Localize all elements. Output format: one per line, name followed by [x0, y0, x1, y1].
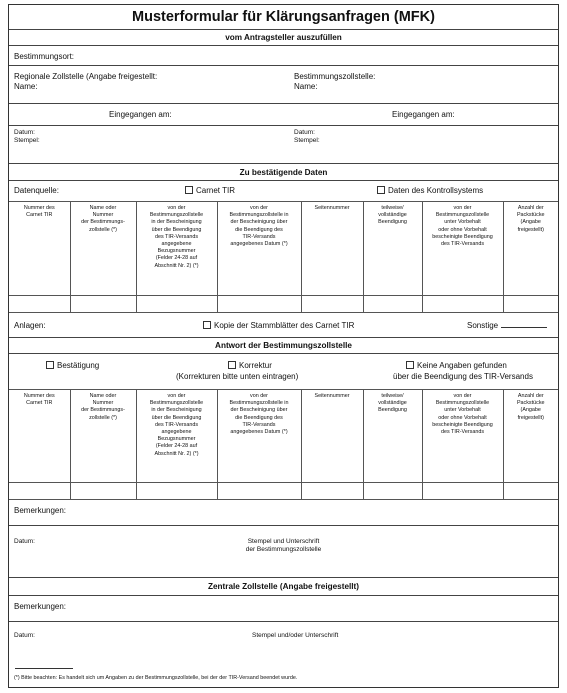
table-cell[interactable]: [301, 483, 363, 500]
col-reservation: von der Bestimmungszollstelle unter Vorbehalt oder ohne Vorbehalt bescheinigte Beendigung des TIR-Versands: [432, 393, 493, 435]
table-row[interactable]: [9, 483, 558, 500]
regional-office-label: Regionale Zollstelle (Angabe freigestellt:: [14, 72, 158, 81]
answer-header-text: Antwort der Bestimmungszollstelle: [215, 341, 352, 350]
stempel-left-label: Stempel:: [14, 137, 40, 144]
central-header-text: Zentrale Zollstelle (Angabe freigestellt): [207, 582, 360, 591]
sonstige-line: [501, 327, 547, 328]
kontrollsystem-option[interactable]: [377, 186, 483, 195]
footnote-text: (*) Bitte beachten: Es handelt sich um Angaben zu der Bestimmungszollstelle, bei der der TIR-Versand beendet wurde.: [14, 675, 298, 681]
kopie-option[interactable]: [203, 321, 354, 330]
col-header: [503, 202, 558, 296]
table-cell[interactable]: [503, 483, 558, 500]
keine-subtext: über die Beendigung des TIR-Versands: [393, 372, 533, 381]
col-page-number: Seitennummer: [314, 205, 350, 211]
office-row[interactable]: [9, 66, 558, 104]
keine-option[interactable]: [406, 361, 507, 370]
datenquelle-label: Datenquelle:: [14, 186, 59, 195]
stempel-right-label: Stempel:: [294, 137, 320, 144]
col-reference-number: von der Bestimmungszollstelle in der Bescheinigung über die Beendigung des TIR-Versands angegebene Bezugsnummer (Felder 24-28 auf Abschnitt Nr. 2) (*): [149, 205, 204, 269]
applicant-section-header: [9, 30, 558, 46]
col-date: von der Bestimmungszollstelle in der Bescheinigung über die Beendigung des TIR-Versands angegebenes Datum (*): [229, 393, 289, 435]
col-reference-number: von der Bestimmungszollstelle in der Bescheinigung über die Beendigung des TIR-Versands angegebene Bezugsnummer (Felder 24-28 auf Abschnitt Nr. 2) (*): [149, 393, 204, 457]
anlagen-label: Anlagen:: [14, 321, 46, 330]
korrektur-subtext: (Korrekturen bitte unten eintragen): [176, 372, 299, 381]
col-header: [422, 390, 503, 483]
table-cell[interactable]: [301, 296, 363, 313]
col-header: [363, 202, 422, 296]
table-cell[interactable]: [363, 296, 422, 313]
received-right-label: Eingegangen am:: [392, 110, 455, 119]
keine-label: Keine Angaben gefunden: [417, 361, 507, 370]
carnet-tir-option[interactable]: [185, 186, 235, 195]
col-header: [217, 202, 301, 296]
bestaetigung-checkbox[interactable]: [46, 361, 54, 369]
sonstige-field[interactable]: [467, 321, 547, 330]
col-header: [422, 202, 503, 296]
carnet-tir-checkbox[interactable]: [185, 186, 193, 194]
table-cell[interactable]: [217, 296, 301, 313]
col-header: [217, 390, 301, 483]
table-cell[interactable]: [9, 296, 70, 313]
table-cell[interactable]: [363, 483, 422, 500]
table-cell[interactable]: [422, 483, 503, 500]
stamp-or-signature-label: Stempel und/oder Unterschrift: [252, 632, 339, 639]
form-title: Musterformular für Klärungsanfragen (MFK): [132, 9, 435, 25]
bestaetigung-label: Bestätigung: [57, 361, 100, 370]
signature-row-2[interactable]: [9, 622, 558, 689]
applicant-header-text: vom Antragsteller auszufüllen: [225, 33, 342, 42]
kontrollsystem-label: Daten des Kontrollsystems: [388, 186, 484, 195]
table-cell[interactable]: [136, 483, 217, 500]
confirm-data-table: [9, 201, 558, 313]
korrektur-option[interactable]: [228, 361, 272, 370]
confirm-section-header: [9, 164, 558, 181]
kopie-checkbox[interactable]: [203, 321, 211, 329]
datum-label-3: Datum:: [14, 632, 35, 639]
col-packages: Anzahl der Packstücke (Angabe freigestellt): [516, 205, 545, 233]
table-header-row: [9, 390, 558, 483]
col-carnet-number: Nummer des Carnet TIR: [23, 393, 55, 407]
remarks-label-1: Bemerkungen:: [14, 506, 67, 515]
col-header: [136, 390, 217, 483]
remarks-row-2[interactable]: [9, 596, 558, 622]
title-row: [9, 5, 558, 30]
table-header-row: [9, 202, 558, 296]
received-left-label: Eingegangen am:: [109, 110, 172, 119]
stamp-signature-label: Stempel und Unterschrift der Bestimmungszollstelle: [245, 538, 322, 554]
table-cell[interactable]: [70, 296, 136, 313]
answer-data-table: [9, 389, 558, 500]
destination-name-label: Name:: [294, 82, 318, 91]
table-cell[interactable]: [422, 296, 503, 313]
remarks-label-2: Bemerkungen:: [14, 602, 67, 611]
answer-options-row: [9, 354, 558, 389]
table-cell[interactable]: [503, 296, 558, 313]
table-cell[interactable]: [136, 296, 217, 313]
remarks-row-1[interactable]: [9, 500, 558, 526]
col-carnet-number: Nummer des Carnet TIR: [23, 205, 55, 219]
col-office-name: Name oder Nummer der Bestimmungs- zollstelle (*): [81, 393, 125, 421]
anlagen-row: [9, 313, 558, 338]
col-packages: Anzahl der Packstücke (Angabe freigestellt): [516, 393, 545, 421]
datum-label-2: Datum:: [14, 538, 35, 545]
col-header: [70, 202, 136, 296]
col-office-name: Name oder Nummer der Bestimmungs- zollstelle (*): [81, 205, 125, 233]
signature-row-1[interactable]: [9, 526, 558, 578]
col-partial-full: teilweise/ vollständige Beendigung: [378, 205, 407, 226]
col-reservation: von der Bestimmungszollstelle unter Vorbehalt oder ohne Vorbehalt bescheinigte Beendigung des TIR-Versands: [432, 205, 493, 247]
col-page-number: Seitennummer: [314, 393, 350, 399]
col-header: [301, 390, 363, 483]
col-header: [70, 390, 136, 483]
col-header: [9, 202, 70, 296]
keine-checkbox[interactable]: [406, 361, 414, 369]
col-header: [363, 390, 422, 483]
col-partial-full: teilweise/ vollständige Beendigung: [378, 393, 407, 414]
destination-office-label: Bestimmungszollstelle:: [294, 72, 376, 81]
received-row: [9, 104, 558, 126]
regional-name-label: Name:: [14, 82, 38, 91]
central-section-header: [9, 578, 558, 596]
bestimmungsort-row[interactable]: [9, 46, 558, 66]
datum-right-label: Datum:: [294, 129, 315, 136]
table-cell[interactable]: [217, 483, 301, 500]
bestimmungsort-label: Bestimmungsort:: [14, 52, 75, 61]
datenquelle-row: [9, 181, 558, 201]
kontrollsystem-checkbox[interactable]: [377, 186, 385, 194]
date-stamp-row[interactable]: [9, 126, 558, 164]
datum-left-label: Datum:: [14, 129, 35, 136]
footnote-divider: [15, 668, 73, 669]
col-header: [136, 202, 217, 296]
kopie-label: Kopie der Stammblätter des Carnet TIR: [214, 321, 355, 330]
korrektur-label: Korrektur: [239, 361, 272, 370]
col-header: [301, 202, 363, 296]
table-row[interactable]: [9, 296, 558, 313]
sonstige-label: Sonstige: [467, 321, 499, 330]
col-date: von der Bestimmungszollstelle in der Bescheinigung über die Beendigung des TIR-Versands angegebenes Datum (*): [229, 205, 289, 247]
confirm-header-text: Zu bestätigende Daten: [239, 168, 328, 177]
korrektur-checkbox[interactable]: [228, 361, 236, 369]
table-cell[interactable]: [70, 483, 136, 500]
table-cell[interactable]: [9, 483, 70, 500]
bestaetigung-option[interactable]: [46, 361, 99, 370]
col-header: [9, 390, 70, 483]
col-header: [503, 390, 558, 483]
mfk-form: [8, 4, 559, 688]
answer-section-header: [9, 338, 558, 354]
carnet-tir-label: Carnet TIR: [196, 186, 235, 195]
